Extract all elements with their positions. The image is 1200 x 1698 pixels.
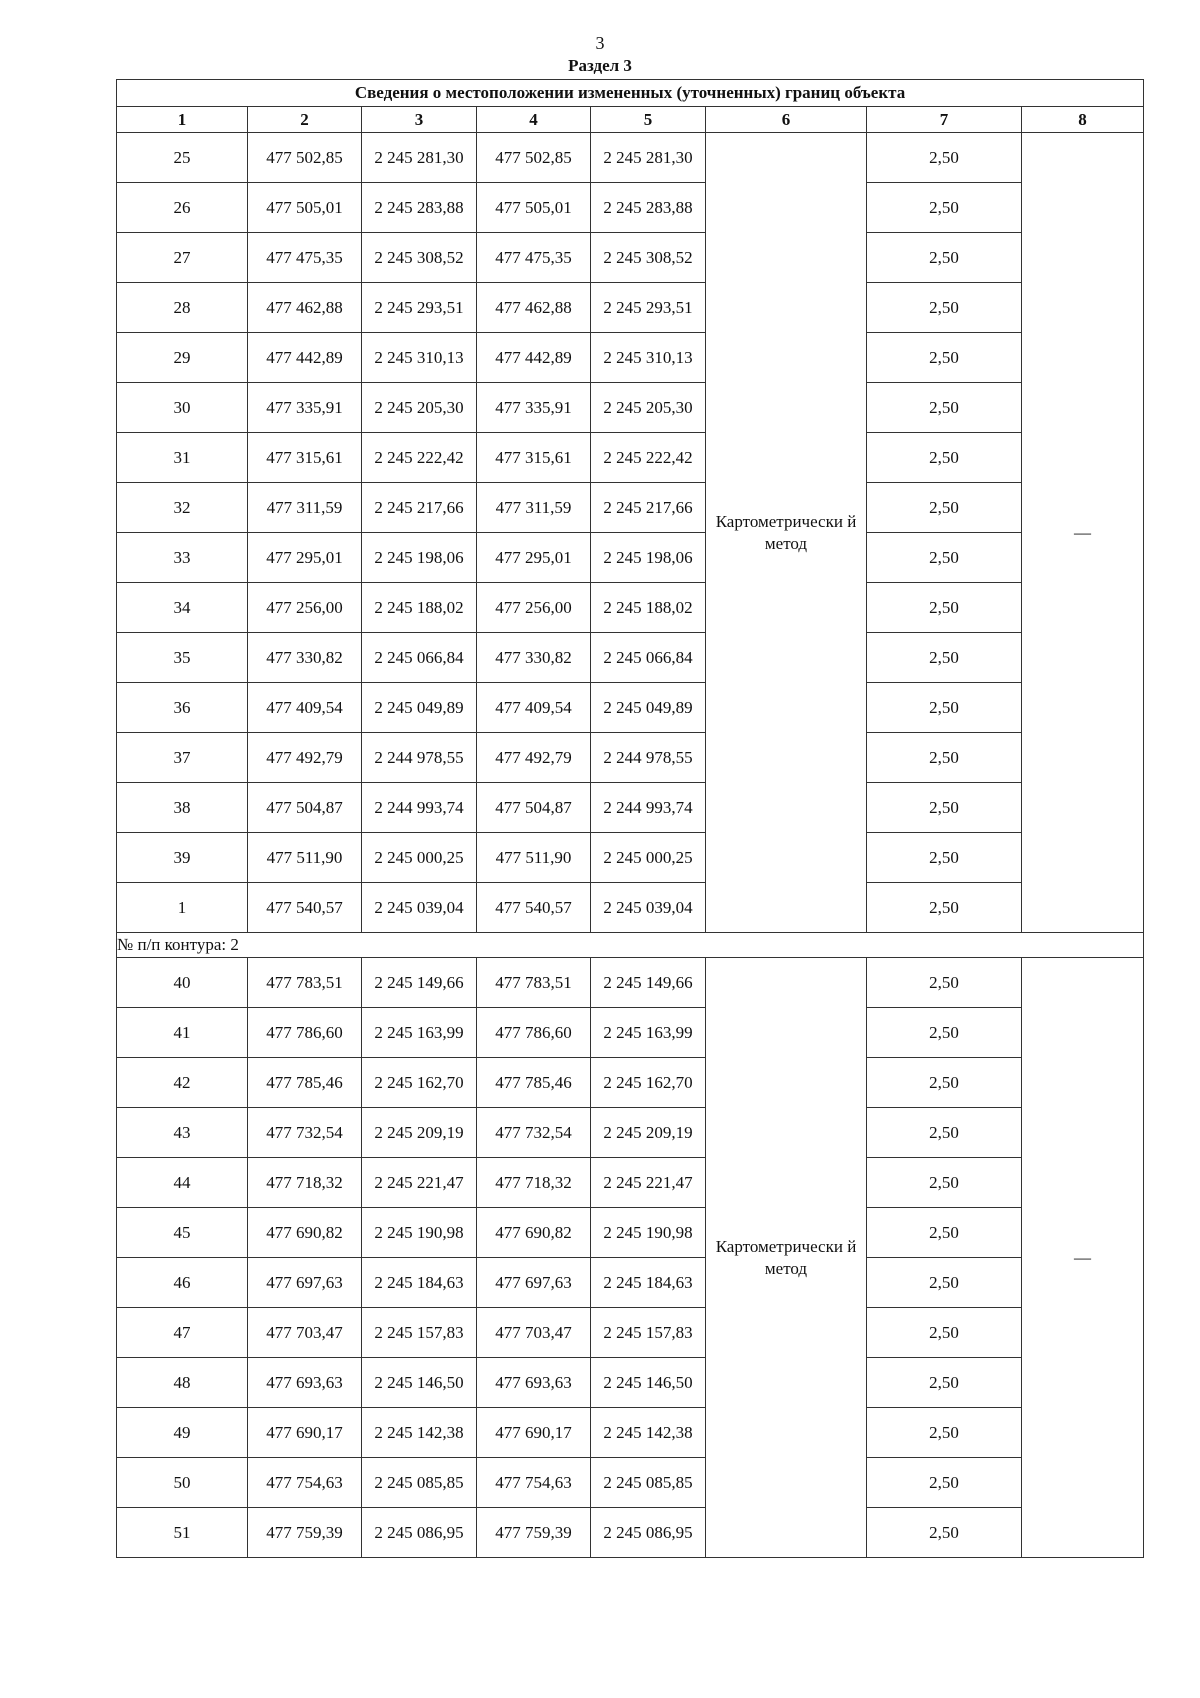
point-number: 40 [117, 958, 248, 1008]
accuracy-value: 2,50 [867, 1208, 1022, 1258]
x-existing: 477 315,61 [248, 433, 362, 483]
y-new: 2 245 209,19 [591, 1108, 706, 1158]
table-row [117, 883, 1144, 933]
y-existing: 2 245 184,63 [362, 1258, 477, 1308]
x-existing: 477 409,54 [248, 683, 362, 733]
x-new: 477 505,01 [477, 183, 591, 233]
accuracy-value: 2,50 [867, 783, 1022, 833]
y-existing: 2 245 310,13 [362, 333, 477, 383]
y-new: 2 245 000,25 [591, 833, 706, 883]
accuracy-value: 2,50 [867, 1458, 1022, 1508]
x-existing: 477 718,32 [248, 1158, 362, 1208]
x-existing: 477 311,59 [248, 483, 362, 533]
y-new: 2 245 149,66 [591, 958, 706, 1008]
column-number: 8 [1022, 107, 1144, 133]
contour-row [117, 933, 1144, 958]
x-existing: 477 759,39 [248, 1508, 362, 1558]
column-8-value: — [1022, 133, 1144, 933]
x-new: 477 335,91 [477, 383, 591, 433]
x-existing: 477 786,60 [248, 1008, 362, 1058]
table-row [117, 1108, 1144, 1158]
x-existing: 477 690,82 [248, 1208, 362, 1258]
y-new: 2 245 221,47 [591, 1158, 706, 1208]
x-existing: 477 505,01 [248, 183, 362, 233]
x-existing: 477 785,46 [248, 1058, 362, 1108]
y-existing: 2 244 978,55 [362, 733, 477, 783]
y-existing: 2 245 157,83 [362, 1308, 477, 1358]
accuracy-value: 2,50 [867, 1258, 1022, 1308]
accuracy-value: 2,50 [867, 433, 1022, 483]
y-new: 2 244 978,55 [591, 733, 706, 783]
accuracy-value: 2,50 [867, 1008, 1022, 1058]
point-number: 51 [117, 1508, 248, 1558]
table-row [117, 1208, 1144, 1258]
y-existing: 2 245 085,85 [362, 1458, 477, 1508]
table-row [117, 683, 1144, 733]
table-row [117, 1308, 1144, 1358]
y-new: 2 245 222,42 [591, 433, 706, 483]
y-existing: 2 245 221,47 [362, 1158, 477, 1208]
y-new: 2 245 188,02 [591, 583, 706, 633]
point-number: 35 [117, 633, 248, 683]
column-number: 4 [477, 107, 591, 133]
x-new: 477 693,63 [477, 1358, 591, 1408]
table-row [117, 383, 1144, 433]
accuracy-value: 2,50 [867, 533, 1022, 583]
point-number: 27 [117, 233, 248, 283]
x-existing: 477 732,54 [248, 1108, 362, 1158]
x-existing: 477 754,63 [248, 1458, 362, 1508]
x-new: 477 409,54 [477, 683, 591, 733]
accuracy-value: 2,50 [867, 383, 1022, 433]
table-row [117, 483, 1144, 533]
section-title: Раздел 3 [568, 56, 632, 75]
column-number: 1 [117, 107, 248, 133]
x-existing: 477 335,91 [248, 383, 362, 433]
x-existing: 477 783,51 [248, 958, 362, 1008]
x-new: 477 759,39 [477, 1508, 591, 1558]
column-number: 2 [248, 107, 362, 133]
x-new: 477 511,90 [477, 833, 591, 883]
y-existing: 2 245 049,89 [362, 683, 477, 733]
accuracy-value: 2,50 [867, 1358, 1022, 1408]
y-existing: 2 245 281,30 [362, 133, 477, 183]
table-row [117, 583, 1144, 633]
y-existing: 2 245 066,84 [362, 633, 477, 683]
table-row [117, 1508, 1144, 1558]
point-number: 48 [117, 1358, 248, 1408]
accuracy-value: 2,50 [867, 1308, 1022, 1358]
accuracy-value: 2,50 [867, 1508, 1022, 1558]
accuracy-value: 2,50 [867, 183, 1022, 233]
point-number: 44 [117, 1158, 248, 1208]
point-number: 30 [117, 383, 248, 433]
x-new: 477 785,46 [477, 1058, 591, 1108]
table-row [117, 283, 1144, 333]
x-new: 477 540,57 [477, 883, 591, 933]
x-new: 477 783,51 [477, 958, 591, 1008]
x-new: 477 690,82 [477, 1208, 591, 1258]
point-number: 1 [117, 883, 248, 933]
table-row [117, 333, 1144, 383]
accuracy-value: 2,50 [867, 683, 1022, 733]
x-existing: 477 703,47 [248, 1308, 362, 1358]
x-new: 477 442,89 [477, 333, 591, 383]
y-new: 2 245 066,84 [591, 633, 706, 683]
x-new: 477 690,17 [477, 1408, 591, 1458]
point-number: 49 [117, 1408, 248, 1458]
y-new: 2 244 993,74 [591, 783, 706, 833]
method-cell: Картометрически й метод [706, 133, 867, 933]
x-existing: 477 475,35 [248, 233, 362, 283]
accuracy-value: 2,50 [867, 333, 1022, 383]
x-existing: 477 502,85 [248, 133, 362, 183]
x-new: 477 504,87 [477, 783, 591, 833]
y-new: 2 245 217,66 [591, 483, 706, 533]
table-row [117, 1408, 1144, 1458]
y-existing: 2 245 308,52 [362, 233, 477, 283]
boundary-coordinates-table [116, 79, 1144, 1558]
y-new: 2 245 184,63 [591, 1258, 706, 1308]
accuracy-value: 2,50 [867, 1158, 1022, 1208]
y-new: 2 245 039,04 [591, 883, 706, 933]
accuracy-value: 2,50 [867, 1108, 1022, 1158]
accuracy-value: 2,50 [867, 883, 1022, 933]
y-existing: 2 245 163,99 [362, 1008, 477, 1058]
x-new: 477 256,00 [477, 583, 591, 633]
y-existing: 2 245 217,66 [362, 483, 477, 533]
y-existing: 2 245 190,98 [362, 1208, 477, 1258]
page-number: 3 [595, 33, 605, 53]
y-existing: 2 244 993,74 [362, 783, 477, 833]
table-row [117, 183, 1144, 233]
point-number: 43 [117, 1108, 248, 1158]
x-new: 477 786,60 [477, 1008, 591, 1058]
y-new: 2 245 163,99 [591, 1008, 706, 1058]
column-number: 3 [362, 107, 477, 133]
y-new: 2 245 146,50 [591, 1358, 706, 1408]
point-number: 47 [117, 1308, 248, 1358]
y-new: 2 245 085,85 [591, 1458, 706, 1508]
y-existing: 2 245 162,70 [362, 1058, 477, 1108]
table-row [117, 1258, 1144, 1308]
y-new: 2 245 310,13 [591, 333, 706, 383]
point-number: 28 [117, 283, 248, 333]
accuracy-value: 2,50 [867, 1408, 1022, 1458]
x-existing: 477 540,57 [248, 883, 362, 933]
y-new: 2 245 198,06 [591, 533, 706, 583]
point-number: 32 [117, 483, 248, 533]
x-new: 477 311,59 [477, 483, 591, 533]
table-row [117, 1008, 1144, 1058]
point-number: 34 [117, 583, 248, 633]
y-existing: 2 245 198,06 [362, 533, 477, 583]
y-new: 2 245 308,52 [591, 233, 706, 283]
x-new: 477 697,63 [477, 1258, 591, 1308]
point-number: 41 [117, 1008, 248, 1058]
accuracy-value: 2,50 [867, 958, 1022, 1008]
x-new: 477 295,01 [477, 533, 591, 583]
point-number: 50 [117, 1458, 248, 1508]
table-row [117, 533, 1144, 583]
x-existing: 477 492,79 [248, 733, 362, 783]
table-row [117, 783, 1144, 833]
y-existing: 2 245 086,95 [362, 1508, 477, 1558]
x-new: 477 718,32 [477, 1158, 591, 1208]
table-row [117, 233, 1144, 283]
y-existing: 2 245 142,38 [362, 1408, 477, 1458]
point-number: 42 [117, 1058, 248, 1108]
y-new: 2 245 283,88 [591, 183, 706, 233]
accuracy-value: 2,50 [867, 633, 1022, 683]
x-new: 477 502,85 [477, 133, 591, 183]
table-body [117, 133, 1144, 1558]
x-new: 477 732,54 [477, 1108, 591, 1158]
y-existing: 2 245 039,04 [362, 883, 477, 933]
point-number: 37 [117, 733, 248, 783]
y-existing: 2 245 149,66 [362, 958, 477, 1008]
x-existing: 477 690,17 [248, 1408, 362, 1458]
y-new: 2 245 162,70 [591, 1058, 706, 1108]
point-number: 25 [117, 133, 248, 183]
table-row [117, 633, 1144, 683]
contour-label: № п/п контура: 2 [117, 933, 1144, 958]
y-existing: 2 245 188,02 [362, 583, 477, 633]
y-existing: 2 245 209,19 [362, 1108, 477, 1158]
table-row [117, 833, 1144, 883]
accuracy-value: 2,50 [867, 1058, 1022, 1108]
y-existing: 2 245 205,30 [362, 383, 477, 433]
table-row [117, 133, 1144, 183]
x-existing: 477 442,89 [248, 333, 362, 383]
x-existing: 477 511,90 [248, 833, 362, 883]
method-cell: Картометрически й метод [706, 958, 867, 1558]
x-existing: 477 330,82 [248, 633, 362, 683]
table-row [117, 1358, 1144, 1408]
x-existing: 477 462,88 [248, 283, 362, 333]
x-new: 477 754,63 [477, 1458, 591, 1508]
x-new: 477 492,79 [477, 733, 591, 783]
x-new: 477 462,88 [477, 283, 591, 333]
accuracy-value: 2,50 [867, 133, 1022, 183]
table-row [117, 733, 1144, 783]
column-number: 6 [706, 107, 867, 133]
y-new: 2 245 293,51 [591, 283, 706, 333]
column-8-value: — [1022, 958, 1144, 1558]
x-existing: 477 295,01 [248, 533, 362, 583]
y-existing: 2 245 000,25 [362, 833, 477, 883]
y-existing: 2 245 222,42 [362, 433, 477, 483]
x-existing: 477 504,87 [248, 783, 362, 833]
y-existing: 2 245 146,50 [362, 1358, 477, 1408]
x-new: 477 330,82 [477, 633, 591, 683]
column-number: 5 [591, 107, 706, 133]
accuracy-value: 2,50 [867, 233, 1022, 283]
table-row [117, 1458, 1144, 1508]
x-existing: 477 693,63 [248, 1358, 362, 1408]
x-existing: 477 256,00 [248, 583, 362, 633]
y-new: 2 245 142,38 [591, 1408, 706, 1458]
accuracy-value: 2,50 [867, 583, 1022, 633]
y-new: 2 245 281,30 [591, 133, 706, 183]
point-number: 36 [117, 683, 248, 733]
accuracy-value: 2,50 [867, 733, 1022, 783]
point-number: 46 [117, 1258, 248, 1308]
y-existing: 2 245 283,88 [362, 183, 477, 233]
table-row [117, 1158, 1144, 1208]
column-number: 7 [867, 107, 1022, 133]
point-number: 39 [117, 833, 248, 883]
x-existing: 477 697,63 [248, 1258, 362, 1308]
point-number: 29 [117, 333, 248, 383]
y-new: 2 245 049,89 [591, 683, 706, 733]
point-number: 38 [117, 783, 248, 833]
x-new: 477 475,35 [477, 233, 591, 283]
x-new: 477 703,47 [477, 1308, 591, 1358]
table-row [117, 433, 1144, 483]
table-row [117, 958, 1144, 1008]
point-number: 31 [117, 433, 248, 483]
y-new: 2 245 157,83 [591, 1308, 706, 1358]
accuracy-value: 2,50 [867, 833, 1022, 883]
point-number: 45 [117, 1208, 248, 1258]
accuracy-value: 2,50 [867, 283, 1022, 333]
accuracy-value: 2,50 [867, 483, 1022, 533]
table-caption: Сведения о местоположении измененных (уточненных) границ объекта [117, 80, 1144, 107]
y-existing: 2 245 293,51 [362, 283, 477, 333]
point-number: 33 [117, 533, 248, 583]
x-new: 477 315,61 [477, 433, 591, 483]
table-row [117, 1058, 1144, 1108]
point-number: 26 [117, 183, 248, 233]
y-new: 2 245 190,98 [591, 1208, 706, 1258]
y-new: 2 245 205,30 [591, 383, 706, 433]
y-new: 2 245 086,95 [591, 1508, 706, 1558]
